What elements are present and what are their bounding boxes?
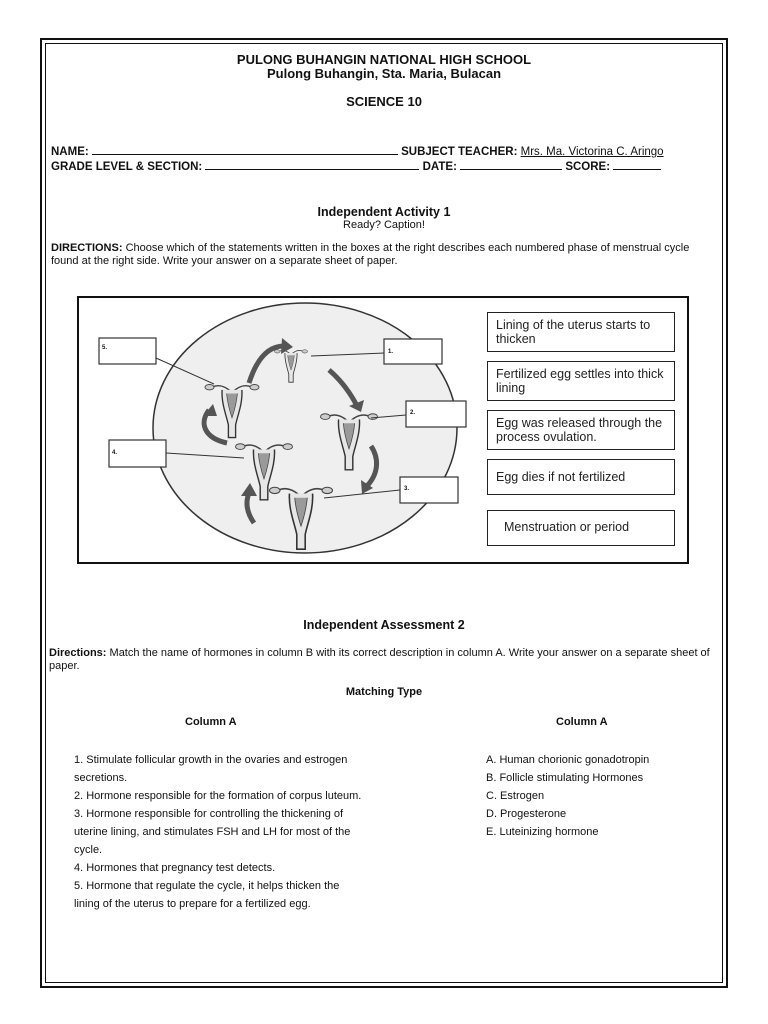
date-blank[interactable] bbox=[460, 158, 562, 170]
grade-blank[interactable] bbox=[205, 158, 419, 170]
diagram-label-2: 2. bbox=[410, 410, 416, 416]
assessment-directions-text: Match the name of hormones in column B with its correct description in column A. Write your answer on a separate sheet of paper. bbox=[49, 647, 710, 672]
diagram-label-4: 4. bbox=[112, 450, 118, 456]
statement-box-4: Egg dies if not fertilized bbox=[487, 459, 675, 495]
diagram-label-1: 1. bbox=[388, 349, 394, 355]
name-label: NAME: bbox=[51, 146, 89, 158]
activity-directions bbox=[51, 242, 711, 267]
teacher-label: SUBJECT TEACHER: bbox=[401, 146, 518, 158]
column-b-list bbox=[486, 751, 706, 841]
menstrual-cycle-diagram bbox=[77, 296, 689, 564]
column-a-item: 4. Hormones that pregnancy test detects. bbox=[74, 862, 276, 874]
name-blank[interactable] bbox=[92, 143, 398, 155]
column-a-item: 5. Hormone that regulate the cycle, it helps thicken the lining of the uterus to prepare for a fertilized egg. bbox=[74, 880, 340, 910]
date-label: DATE: bbox=[422, 161, 457, 173]
assessment-directions-label: Directions: bbox=[49, 647, 107, 659]
column-a-list bbox=[74, 751, 364, 913]
diagram-label-3: 3. bbox=[404, 486, 410, 492]
grade-label: GRADE LEVEL & SECTION: bbox=[51, 161, 203, 173]
activity-title: Independent Activity 1 bbox=[317, 205, 451, 219]
info-line-1 bbox=[51, 143, 664, 158]
column-b-item: A. Human chorionic gonadotropin bbox=[486, 754, 650, 766]
statement-box-5: Menstruation or period bbox=[487, 510, 675, 546]
directions-text: Choose which of the statements written in the boxes at the right describes each numbered phase of menstrual cycle found at the right side. Write your answer on a separate sheet of paper. bbox=[51, 242, 690, 267]
score-blank[interactable] bbox=[613, 158, 661, 170]
matching-type-title: Matching Type bbox=[345, 686, 423, 698]
score-label: SCORE: bbox=[565, 161, 611, 173]
activity-subtitle: Ready? Caption! bbox=[343, 219, 425, 231]
statement-box-2: Fertilized egg settles into thick lining bbox=[487, 361, 675, 401]
teacher-name: Mrs. Ma. Victorina C. Aringo bbox=[520, 146, 664, 158]
info-line-2 bbox=[51, 158, 661, 173]
column-b-item: C. Estrogen bbox=[486, 790, 545, 802]
assessment-title: Independent Assessment 2 bbox=[303, 618, 465, 632]
assessment-directions bbox=[49, 647, 711, 672]
school-name: PULONG BUHANGIN NATIONAL HIGH SCHOOL bbox=[236, 52, 532, 67]
column-b-item: D. Progesterone bbox=[486, 808, 567, 820]
column-a-header: Column A bbox=[185, 716, 237, 728]
column-a-item: 1. Stimulate follicular growth in the ovaries and estrogen secretions. bbox=[74, 754, 348, 784]
column-b-item: E. Luteinizing hormone bbox=[486, 826, 599, 838]
statement-box-1: Lining of the uterus starts to thicken bbox=[487, 312, 675, 352]
column-b-header: Column A bbox=[556, 716, 608, 728]
diagram-label-5: 5. bbox=[102, 345, 108, 351]
column-b-item: B. Follicle stimulating Hormones bbox=[486, 772, 644, 784]
subject-title: SCIENCE 10 bbox=[346, 94, 422, 109]
directions-label: DIRECTIONS: bbox=[51, 242, 123, 254]
column-a-item: 3. Hormone responsible for controlling the thickening of uterine lining, and stimulates FSH and LH for most of the cycle. bbox=[74, 808, 351, 856]
school-address: Pulong Buhangin, Sta. Maria, Bulacan bbox=[266, 66, 502, 81]
column-a-item: 2. Hormone responsible for the formation of corpus luteum. bbox=[74, 790, 362, 802]
statement-box-3: Egg was released through the process ovulation. bbox=[487, 410, 675, 450]
